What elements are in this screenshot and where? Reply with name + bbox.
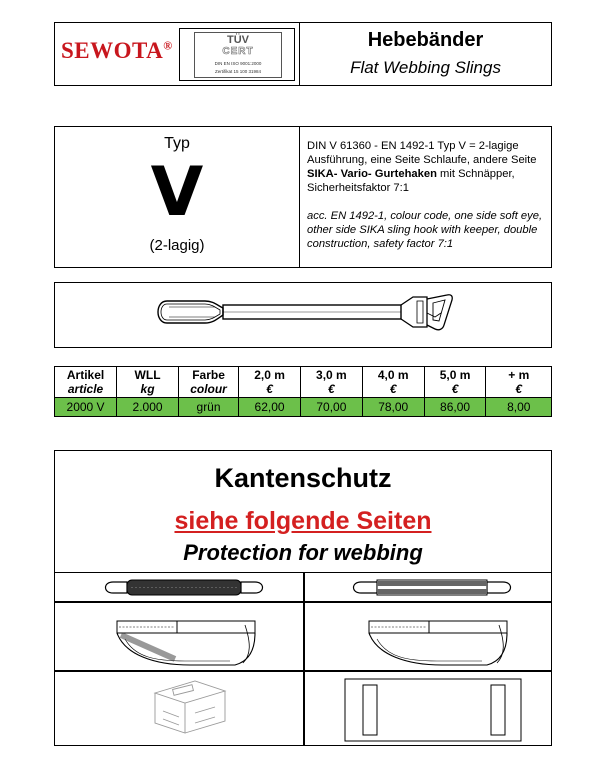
protection-title-en: Protection for webbing [183, 540, 423, 565]
table-cell: 62,00 [239, 398, 301, 417]
tuv-cert-seal [194, 32, 282, 78]
strip-sling-icon [354, 580, 511, 595]
table-header-cell: 2,0 m € [239, 367, 301, 398]
table-cell: grün [178, 398, 238, 417]
type-letter: V [150, 153, 204, 232]
edge-protector-icon [155, 681, 225, 733]
table-header-cell: 3,0 m € [300, 367, 362, 398]
cert-line-2: CERT [222, 46, 254, 57]
protection-illustration-grid [55, 572, 551, 746]
type-layers: (2-lagig) [149, 237, 205, 254]
strip-edge-icon [369, 621, 507, 665]
logo-cell [55, 23, 300, 85]
table-header-cell: Artikel article [55, 367, 117, 398]
cert-line-4: Zertifikat 15 100 31984 [214, 69, 262, 74]
page-subtitle: Flat Webbing Slings [350, 58, 501, 77]
type-box [54, 126, 552, 268]
type-cell [55, 127, 300, 267]
protection-pad-icon [345, 679, 521, 741]
brand-logo: SEWOTA® [61, 38, 173, 63]
table-cell: 8,00 [486, 398, 552, 417]
table-header-cell: Farbe colour [178, 367, 238, 398]
type-label: Typ [164, 135, 190, 152]
protection-illustrations [55, 573, 550, 747]
sleeve-sling-icon [106, 580, 263, 595]
table-cell: 86,00 [424, 398, 486, 417]
table-cell: 2.000 [117, 398, 179, 417]
cert-line-3: DIN EN ISO 9001:2000 [214, 61, 262, 66]
table-cell: 70,00 [300, 398, 362, 417]
certification-badge [179, 28, 295, 81]
description-en: acc. EN 1492-1, colour code, one side soft eye, other side SIKA sling hook with keeper, double construction, safety factor 7:1 [307, 210, 543, 250]
cert-line-1: TÜV [227, 34, 249, 46]
table-cell: 78,00 [362, 398, 424, 417]
sling-illustration-box [54, 282, 552, 348]
table-row [55, 398, 552, 417]
see-following-pages-note: siehe folgende Seiten [174, 507, 432, 535]
page-title: Hebebänder [367, 29, 484, 51]
header-box [54, 22, 552, 86]
table-header-cell: + m € [486, 367, 552, 398]
table-header-cell: WLL kg [117, 367, 179, 398]
table-cell: 2000 V [55, 398, 117, 417]
protection-title: Kantenschutz [214, 463, 392, 493]
table-header-row [55, 367, 552, 398]
table-header-cell: 5,0 m € [424, 367, 486, 398]
sling-with-hook-illustration [55, 283, 550, 346]
edge-protection-box [54, 450, 552, 746]
description-de: DIN V 61360 - EN 1492-1 Typ V = 2-lagige Ausführung, eine Seite Schlaufe, andere Seite SIKA- Vario- Gurtehaken mit Schnäpper, Sicherheitsfaktor 7:1 [307, 140, 537, 194]
price-table [54, 366, 552, 417]
table-header-cell: 4,0 m € [362, 367, 424, 398]
sleeve-edge-icon [117, 621, 255, 665]
